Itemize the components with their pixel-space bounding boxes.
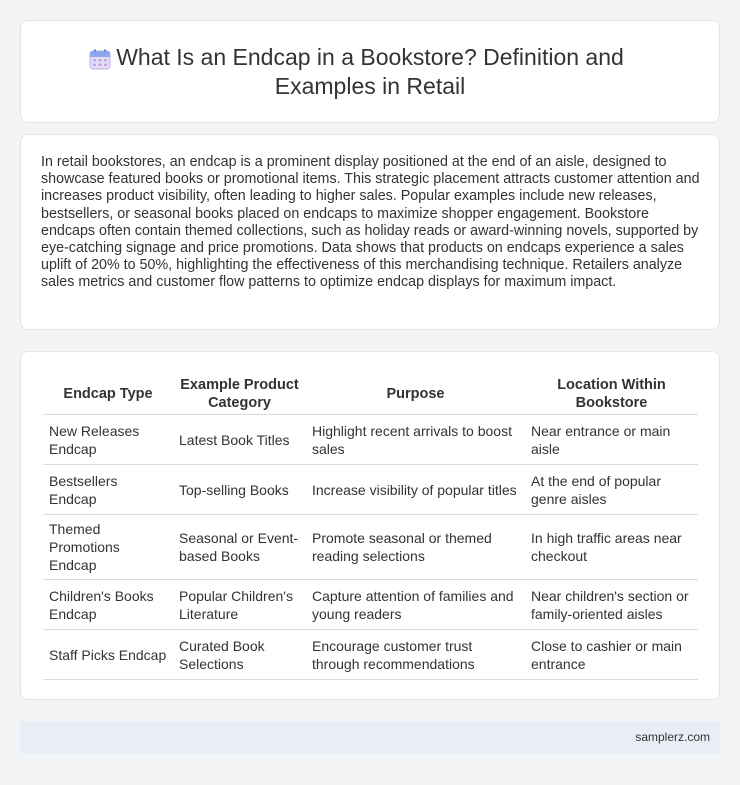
intro-paragraph: In retail bookstores, an endcap is a prominent display positioned at the end of an aisle, designed to showcase featured books or promotional items. This strategic placement attracts customer attention and increases product visibility, often leading to higher sales. Popular examples include new releases, bestsellers, or seasonal books placed on endcaps to maximize shopper engagement. Bookstore endcaps often contain themed collections, such as holiday reads or award-winning novels, supported by eye-catching signage and price promotions. Data shows that products on endcaps experience a sales uplift of 20% to 50%, highlighting the effectiveness of this merchandising technique. Retailers analyze sales metrics and customer flow patterns to optimize endcap displays for maximum impact. [41, 154, 700, 291]
cell-purpose: Capture attention of families and young readers [306, 580, 525, 630]
cell-purpose: Encourage customer trust through recommendations [306, 630, 525, 680]
cell-product-category: Popular Children's Literature [173, 580, 306, 630]
page-title: What Is an Endcap in a Bookstore? Definition and Examples in Retail [116, 43, 624, 99]
table-row [43, 515, 698, 580]
header-location: Location Within Bookstore [525, 374, 698, 415]
intro-card [20, 134, 720, 330]
cell-purpose: Promote seasonal or themed reading selections [306, 515, 525, 580]
cell-product-category: Seasonal or Event-based Books [173, 515, 306, 580]
cell-endcap-type: New Releases Endcap [43, 415, 173, 465]
cell-location: At the end of popular genre aisles [525, 465, 698, 515]
footer [20, 721, 720, 754]
title-card [20, 20, 720, 123]
header-endcap-type: Endcap Type [43, 374, 173, 415]
footer-site-link[interactable]: samplerz.com [635, 730, 710, 744]
cell-purpose: Highlight recent arrivals to boost sales [306, 415, 525, 465]
table-header-row [43, 374, 698, 415]
header-purpose: Purpose [306, 374, 525, 415]
cell-product-category: Latest Book Titles [173, 415, 306, 465]
cell-location: Near children's section or family-oriented aisles [525, 580, 698, 630]
header-example-product-category: Example Product Category [173, 374, 306, 415]
cell-endcap-type: Children's Books Endcap [43, 580, 173, 630]
cell-product-category: Curated Book Selections [173, 630, 306, 680]
cell-location: In high traffic areas near checkout [525, 515, 698, 580]
table-card [20, 351, 720, 700]
cell-location: Near entrance or main aisle [525, 415, 698, 465]
table-row [43, 630, 698, 680]
cell-product-category: Top-selling Books [173, 465, 306, 515]
cell-endcap-type: Bestsellers Endcap [43, 465, 173, 515]
table-row [43, 580, 698, 630]
table-row [43, 465, 698, 515]
cell-location: Close to cashier or main entrance [525, 630, 698, 680]
endcap-table [43, 374, 698, 680]
cell-endcap-type: Staff Picks Endcap [43, 630, 173, 680]
cell-purpose: Increase visibility of popular titles [306, 465, 525, 515]
table-row [43, 415, 698, 465]
cell-endcap-type: Themed Promotions Endcap [43, 515, 173, 580]
